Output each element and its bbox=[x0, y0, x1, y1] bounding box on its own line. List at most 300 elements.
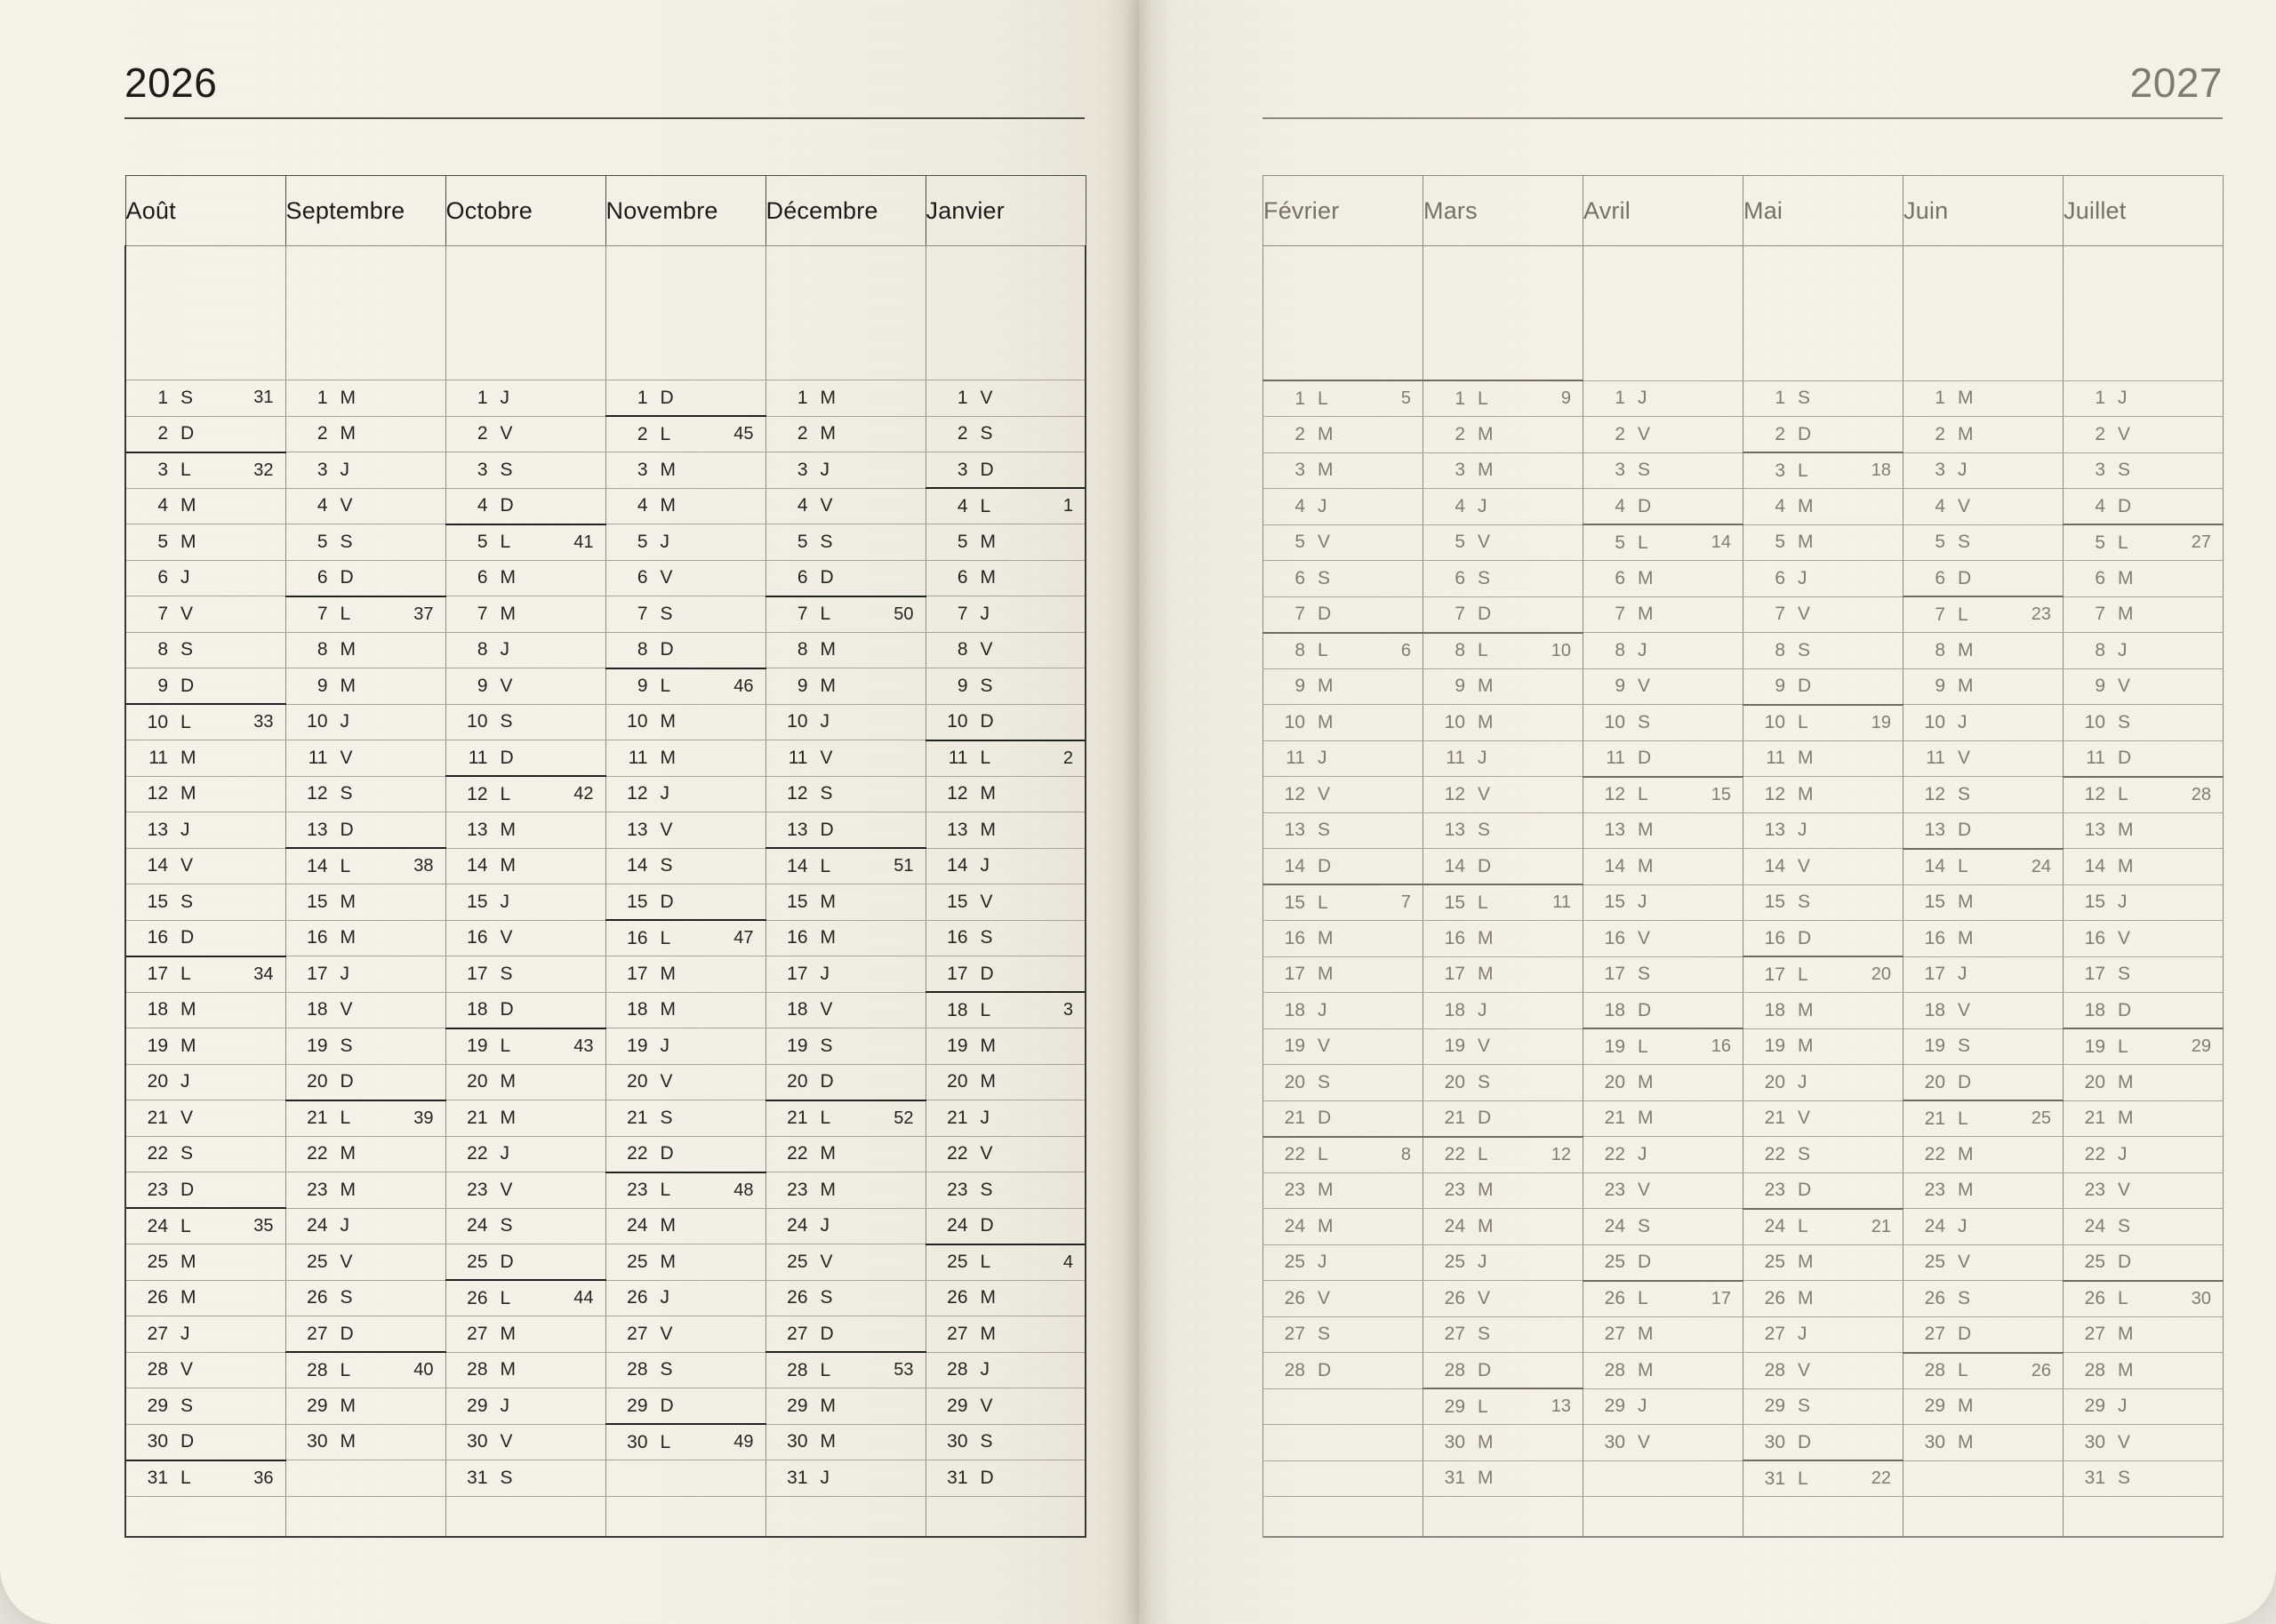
day-cell[interactable] bbox=[926, 884, 1086, 921]
day-cell[interactable] bbox=[1583, 524, 1743, 561]
day-cell[interactable] bbox=[125, 1424, 285, 1460]
day-cell[interactable] bbox=[605, 1316, 765, 1353]
day-cell[interactable] bbox=[1903, 812, 2064, 849]
day-cell[interactable] bbox=[765, 1064, 926, 1100]
day-cell[interactable] bbox=[1263, 596, 1423, 633]
day-cell[interactable] bbox=[1263, 380, 1423, 417]
day-cell[interactable] bbox=[1903, 993, 2064, 1029]
day-cell[interactable] bbox=[926, 1136, 1086, 1172]
day-cell[interactable] bbox=[926, 1316, 1086, 1353]
day-cell[interactable] bbox=[445, 416, 605, 452]
day-cell[interactable] bbox=[1423, 1244, 1583, 1281]
day-cell[interactable] bbox=[1423, 561, 1583, 597]
day-cell[interactable] bbox=[605, 632, 765, 668]
day-cell[interactable] bbox=[605, 704, 765, 740]
day-cell[interactable] bbox=[125, 452, 285, 489]
day-cell[interactable] bbox=[285, 596, 445, 633]
day-cell[interactable] bbox=[1743, 849, 1903, 885]
day-cell[interactable] bbox=[445, 452, 605, 489]
day-cell[interactable] bbox=[1903, 884, 2064, 921]
day-cell[interactable] bbox=[605, 920, 765, 956]
day-cell[interactable] bbox=[445, 704, 605, 740]
day-cell[interactable] bbox=[1423, 1137, 1583, 1173]
day-cell[interactable] bbox=[1583, 380, 1743, 417]
day-cell[interactable] bbox=[1423, 1316, 1583, 1353]
day-cell[interactable] bbox=[285, 416, 445, 452]
day-cell[interactable] bbox=[605, 1388, 765, 1425]
day-cell[interactable] bbox=[1263, 993, 1423, 1029]
day-cell[interactable] bbox=[926, 956, 1086, 993]
day-cell[interactable] bbox=[2064, 668, 2224, 705]
day-cell[interactable] bbox=[285, 920, 445, 956]
day-cell[interactable] bbox=[1583, 1316, 1743, 1353]
day-cell[interactable] bbox=[2064, 1172, 2224, 1209]
day-cell[interactable] bbox=[1743, 380, 1903, 417]
day-cell[interactable] bbox=[1743, 1425, 1903, 1461]
day-cell[interactable] bbox=[1423, 956, 1583, 993]
day-cell[interactable] bbox=[1423, 1353, 1583, 1389]
day-cell[interactable] bbox=[1423, 1065, 1583, 1101]
day-cell[interactable] bbox=[125, 740, 285, 777]
day-cell[interactable] bbox=[605, 992, 765, 1028]
day-cell[interactable] bbox=[1583, 1281, 1743, 1317]
day-cell[interactable] bbox=[1743, 1460, 1903, 1497]
day-cell[interactable] bbox=[445, 1424, 605, 1460]
day-cell[interactable] bbox=[285, 1172, 445, 1209]
notes-band-cell[interactable] bbox=[926, 246, 1086, 380]
day-cell[interactable] bbox=[1743, 1281, 1903, 1317]
day-cell[interactable] bbox=[1583, 1209, 1743, 1245]
footer-cell[interactable] bbox=[445, 1496, 605, 1537]
day-cell[interactable] bbox=[605, 1280, 765, 1316]
day-cell[interactable] bbox=[926, 1208, 1086, 1244]
day-cell[interactable] bbox=[1743, 993, 1903, 1029]
day-cell[interactable] bbox=[1903, 1137, 2064, 1173]
day-cell[interactable] bbox=[125, 380, 285, 417]
day-cell[interactable] bbox=[1583, 417, 1743, 453]
day-cell[interactable] bbox=[125, 416, 285, 452]
day-cell[interactable] bbox=[765, 1316, 926, 1353]
day-cell[interactable] bbox=[1903, 1353, 2064, 1389]
day-cell[interactable] bbox=[1423, 633, 1583, 669]
day-cell[interactable] bbox=[1743, 921, 1903, 957]
day-cell[interactable] bbox=[1583, 956, 1743, 993]
day-cell[interactable] bbox=[926, 1028, 1086, 1065]
day-cell[interactable] bbox=[605, 452, 765, 489]
day-cell[interactable] bbox=[1423, 1460, 1583, 1497]
day-cell[interactable] bbox=[1903, 1244, 2064, 1281]
footer-cell[interactable] bbox=[1743, 1497, 1903, 1538]
day-cell[interactable] bbox=[1903, 740, 2064, 777]
day-cell[interactable] bbox=[1583, 1028, 1743, 1065]
day-cell[interactable] bbox=[1263, 921, 1423, 957]
day-cell[interactable] bbox=[1423, 452, 1583, 489]
day-cell[interactable] bbox=[1903, 777, 2064, 813]
day-cell[interactable] bbox=[1583, 1425, 1743, 1461]
day-cell[interactable] bbox=[285, 1244, 445, 1281]
day-cell[interactable] bbox=[926, 632, 1086, 668]
day-cell[interactable] bbox=[1903, 1281, 2064, 1317]
day-cell[interactable] bbox=[445, 848, 605, 884]
day-cell[interactable] bbox=[445, 668, 605, 705]
day-cell[interactable] bbox=[2064, 633, 2224, 669]
notes-band-cell[interactable] bbox=[1743, 246, 1903, 381]
day-cell[interactable] bbox=[1423, 1209, 1583, 1245]
day-cell[interactable] bbox=[605, 416, 765, 452]
day-cell[interactable] bbox=[765, 776, 926, 812]
day-cell[interactable] bbox=[1423, 668, 1583, 705]
day-cell[interactable] bbox=[285, 1424, 445, 1460]
day-cell[interactable] bbox=[125, 632, 285, 668]
day-cell[interactable] bbox=[285, 776, 445, 812]
day-cell[interactable] bbox=[2064, 1460, 2224, 1497]
day-cell[interactable] bbox=[445, 1352, 605, 1388]
day-cell[interactable] bbox=[1743, 884, 1903, 921]
day-cell[interactable] bbox=[926, 488, 1086, 524]
day-cell[interactable] bbox=[285, 632, 445, 668]
day-cell[interactable] bbox=[1263, 417, 1423, 453]
day-cell[interactable] bbox=[1583, 777, 1743, 813]
day-cell[interactable] bbox=[285, 848, 445, 884]
day-cell[interactable] bbox=[1263, 489, 1423, 525]
day-cell[interactable] bbox=[445, 1028, 605, 1065]
day-cell[interactable] bbox=[2064, 921, 2224, 957]
day-cell[interactable] bbox=[285, 1136, 445, 1172]
day-cell[interactable] bbox=[1263, 452, 1423, 489]
day-cell[interactable] bbox=[1263, 561, 1423, 597]
day-cell[interactable] bbox=[1423, 596, 1583, 633]
day-cell[interactable] bbox=[1743, 524, 1903, 561]
day-cell[interactable] bbox=[2064, 596, 2224, 633]
day-cell[interactable] bbox=[1583, 1388, 1743, 1425]
day-cell[interactable] bbox=[125, 488, 285, 524]
day-cell[interactable] bbox=[1903, 705, 2064, 741]
day-cell[interactable] bbox=[1583, 489, 1743, 525]
day-cell[interactable] bbox=[1903, 633, 2064, 669]
day-cell[interactable] bbox=[125, 524, 285, 561]
day-cell[interactable] bbox=[445, 488, 605, 524]
day-cell[interactable] bbox=[1903, 668, 2064, 705]
day-cell[interactable] bbox=[2064, 380, 2224, 417]
day-cell[interactable] bbox=[926, 1280, 1086, 1316]
day-cell[interactable] bbox=[1583, 993, 1743, 1029]
day-cell[interactable] bbox=[605, 1244, 765, 1281]
day-cell[interactable] bbox=[1423, 884, 1583, 921]
day-cell[interactable] bbox=[1743, 1137, 1903, 1173]
day-cell[interactable] bbox=[926, 1100, 1086, 1137]
day-cell[interactable] bbox=[1743, 1065, 1903, 1101]
day-cell[interactable] bbox=[605, 380, 765, 417]
day-cell[interactable] bbox=[1423, 1425, 1583, 1461]
day-cell[interactable] bbox=[285, 668, 445, 705]
day-cell[interactable] bbox=[445, 1316, 605, 1353]
notes-band-cell[interactable] bbox=[285, 246, 445, 380]
day-cell[interactable] bbox=[1263, 1244, 1423, 1281]
day-cell[interactable] bbox=[1583, 668, 1743, 705]
day-cell[interactable] bbox=[1583, 1353, 1743, 1389]
day-cell[interactable] bbox=[1263, 1425, 1423, 1461]
day-cell[interactable] bbox=[1423, 921, 1583, 957]
footer-cell[interactable] bbox=[1583, 1497, 1743, 1538]
day-cell[interactable] bbox=[285, 884, 445, 921]
day-cell[interactable] bbox=[1263, 1065, 1423, 1101]
day-cell[interactable] bbox=[926, 524, 1086, 561]
notes-band-cell[interactable] bbox=[1263, 246, 1423, 381]
day-cell[interactable] bbox=[1743, 1172, 1903, 1209]
footer-cell[interactable] bbox=[605, 1496, 765, 1537]
day-cell[interactable] bbox=[2064, 740, 2224, 777]
day-cell[interactable] bbox=[605, 1352, 765, 1388]
day-cell[interactable] bbox=[1263, 1209, 1423, 1245]
footer-cell[interactable] bbox=[926, 1496, 1086, 1537]
day-cell[interactable] bbox=[1263, 1172, 1423, 1209]
day-cell[interactable] bbox=[926, 848, 1086, 884]
day-cell[interactable] bbox=[765, 1388, 926, 1425]
day-cell[interactable] bbox=[765, 1352, 926, 1388]
day-cell[interactable] bbox=[605, 1460, 765, 1497]
day-cell[interactable] bbox=[1743, 596, 1903, 633]
day-cell[interactable] bbox=[1583, 1460, 1743, 1497]
day-cell[interactable] bbox=[445, 632, 605, 668]
notes-band-cell[interactable] bbox=[605, 246, 765, 380]
day-cell[interactable] bbox=[2064, 705, 2224, 741]
day-cell[interactable] bbox=[765, 1136, 926, 1172]
day-cell[interactable] bbox=[1263, 1316, 1423, 1353]
footer-cell[interactable] bbox=[1423, 1497, 1583, 1538]
day-cell[interactable] bbox=[285, 1388, 445, 1425]
day-cell[interactable] bbox=[1263, 668, 1423, 705]
day-cell[interactable] bbox=[1423, 417, 1583, 453]
notes-band-cell[interactable] bbox=[765, 246, 926, 380]
day-cell[interactable] bbox=[926, 596, 1086, 633]
day-cell[interactable] bbox=[445, 812, 605, 849]
day-cell[interactable] bbox=[1263, 956, 1423, 993]
day-cell[interactable] bbox=[926, 668, 1086, 705]
day-cell[interactable] bbox=[765, 956, 926, 993]
day-cell[interactable] bbox=[445, 1100, 605, 1137]
day-cell[interactable] bbox=[1423, 1172, 1583, 1209]
day-cell[interactable] bbox=[1903, 1172, 2064, 1209]
day-cell[interactable] bbox=[125, 1100, 285, 1137]
day-cell[interactable] bbox=[1583, 705, 1743, 741]
day-cell[interactable] bbox=[605, 488, 765, 524]
day-cell[interactable] bbox=[765, 488, 926, 524]
day-cell[interactable] bbox=[1743, 668, 1903, 705]
day-cell[interactable] bbox=[605, 668, 765, 705]
day-cell[interactable] bbox=[1263, 705, 1423, 741]
day-cell[interactable] bbox=[2064, 1028, 2224, 1065]
day-cell[interactable] bbox=[765, 812, 926, 849]
day-cell[interactable] bbox=[285, 488, 445, 524]
footer-cell[interactable] bbox=[765, 1496, 926, 1537]
day-cell[interactable] bbox=[605, 1424, 765, 1460]
day-cell[interactable] bbox=[1743, 633, 1903, 669]
day-cell[interactable] bbox=[605, 560, 765, 596]
day-cell[interactable] bbox=[926, 704, 1086, 740]
day-cell[interactable] bbox=[1423, 705, 1583, 741]
day-cell[interactable] bbox=[605, 596, 765, 633]
day-cell[interactable] bbox=[1743, 489, 1903, 525]
day-cell[interactable] bbox=[1583, 884, 1743, 921]
day-cell[interactable] bbox=[445, 380, 605, 417]
footer-cell[interactable] bbox=[1903, 1497, 2064, 1538]
day-cell[interactable] bbox=[765, 740, 926, 777]
day-cell[interactable] bbox=[926, 992, 1086, 1028]
day-cell[interactable] bbox=[1743, 417, 1903, 453]
day-cell[interactable] bbox=[445, 992, 605, 1028]
day-cell[interactable] bbox=[285, 704, 445, 740]
day-cell[interactable] bbox=[926, 812, 1086, 849]
day-cell[interactable] bbox=[1263, 740, 1423, 777]
day-cell[interactable] bbox=[1743, 705, 1903, 741]
day-cell[interactable] bbox=[605, 956, 765, 993]
day-cell[interactable] bbox=[125, 1316, 285, 1353]
footer-cell[interactable] bbox=[1263, 1497, 1423, 1538]
day-cell[interactable] bbox=[125, 956, 285, 993]
day-cell[interactable] bbox=[445, 740, 605, 777]
day-cell[interactable] bbox=[926, 1424, 1086, 1460]
day-cell[interactable] bbox=[1263, 524, 1423, 561]
day-cell[interactable] bbox=[1423, 849, 1583, 885]
day-cell[interactable] bbox=[125, 704, 285, 740]
day-cell[interactable] bbox=[765, 560, 926, 596]
day-cell[interactable] bbox=[445, 524, 605, 561]
footer-cell[interactable] bbox=[125, 1496, 285, 1537]
day-cell[interactable] bbox=[285, 1280, 445, 1316]
day-cell[interactable] bbox=[285, 812, 445, 849]
day-cell[interactable] bbox=[605, 1100, 765, 1137]
day-cell[interactable] bbox=[125, 992, 285, 1028]
day-cell[interactable] bbox=[1263, 1028, 1423, 1065]
day-cell[interactable] bbox=[285, 452, 445, 489]
day-cell[interactable] bbox=[1903, 524, 2064, 561]
day-cell[interactable] bbox=[2064, 956, 2224, 993]
day-cell[interactable] bbox=[765, 1280, 926, 1316]
day-cell[interactable] bbox=[1903, 1100, 2064, 1137]
day-cell[interactable] bbox=[125, 776, 285, 812]
day-cell[interactable] bbox=[2064, 884, 2224, 921]
day-cell[interactable] bbox=[445, 956, 605, 993]
day-cell[interactable] bbox=[765, 992, 926, 1028]
day-cell[interactable] bbox=[2064, 1388, 2224, 1425]
day-cell[interactable] bbox=[285, 740, 445, 777]
day-cell[interactable] bbox=[1263, 812, 1423, 849]
day-cell[interactable] bbox=[1743, 1316, 1903, 1353]
day-cell[interactable] bbox=[125, 920, 285, 956]
day-cell[interactable] bbox=[926, 1244, 1086, 1281]
day-cell[interactable] bbox=[2064, 417, 2224, 453]
day-cell[interactable] bbox=[1743, 777, 1903, 813]
day-cell[interactable] bbox=[765, 416, 926, 452]
day-cell[interactable] bbox=[285, 1352, 445, 1388]
day-cell[interactable] bbox=[285, 1028, 445, 1065]
day-cell[interactable] bbox=[2064, 812, 2224, 849]
day-cell[interactable] bbox=[2064, 524, 2224, 561]
day-cell[interactable] bbox=[125, 812, 285, 849]
day-cell[interactable] bbox=[1903, 1460, 2064, 1497]
day-cell[interactable] bbox=[1583, 561, 1743, 597]
notes-band-cell[interactable] bbox=[125, 246, 285, 380]
day-cell[interactable] bbox=[125, 848, 285, 884]
day-cell[interactable] bbox=[1903, 561, 2064, 597]
footer-cell[interactable] bbox=[2064, 1497, 2224, 1538]
day-cell[interactable] bbox=[1743, 812, 1903, 849]
day-cell[interactable] bbox=[1263, 1100, 1423, 1137]
notes-band-cell[interactable] bbox=[445, 246, 605, 380]
day-cell[interactable] bbox=[1423, 524, 1583, 561]
day-cell[interactable] bbox=[765, 1208, 926, 1244]
day-cell[interactable] bbox=[2064, 1065, 2224, 1101]
day-cell[interactable] bbox=[1263, 849, 1423, 885]
day-cell[interactable] bbox=[765, 704, 926, 740]
day-cell[interactable] bbox=[2064, 1353, 2224, 1389]
day-cell[interactable] bbox=[1583, 1100, 1743, 1137]
day-cell[interactable] bbox=[125, 1172, 285, 1209]
day-cell[interactable] bbox=[1903, 921, 2064, 957]
day-cell[interactable] bbox=[125, 1244, 285, 1281]
day-cell[interactable] bbox=[285, 1460, 445, 1497]
day-cell[interactable] bbox=[1743, 1028, 1903, 1065]
day-cell[interactable] bbox=[285, 1208, 445, 1244]
day-cell[interactable] bbox=[926, 1064, 1086, 1100]
day-cell[interactable] bbox=[2064, 452, 2224, 489]
day-cell[interactable] bbox=[605, 812, 765, 849]
day-cell[interactable] bbox=[1583, 596, 1743, 633]
day-cell[interactable] bbox=[926, 920, 1086, 956]
day-cell[interactable] bbox=[1423, 380, 1583, 417]
day-cell[interactable] bbox=[445, 1208, 605, 1244]
day-cell[interactable] bbox=[445, 884, 605, 921]
day-cell[interactable] bbox=[605, 1136, 765, 1172]
day-cell[interactable] bbox=[765, 380, 926, 417]
day-cell[interactable] bbox=[445, 1388, 605, 1425]
day-cell[interactable] bbox=[445, 920, 605, 956]
day-cell[interactable] bbox=[1583, 740, 1743, 777]
day-cell[interactable] bbox=[1583, 1172, 1743, 1209]
day-cell[interactable] bbox=[285, 1100, 445, 1137]
day-cell[interactable] bbox=[1423, 812, 1583, 849]
day-cell[interactable] bbox=[765, 452, 926, 489]
day-cell[interactable] bbox=[1263, 633, 1423, 669]
day-cell[interactable] bbox=[285, 560, 445, 596]
day-cell[interactable] bbox=[926, 416, 1086, 452]
day-cell[interactable] bbox=[285, 1064, 445, 1100]
day-cell[interactable] bbox=[1743, 1353, 1903, 1389]
day-cell[interactable] bbox=[926, 740, 1086, 777]
day-cell[interactable] bbox=[926, 452, 1086, 489]
day-cell[interactable] bbox=[125, 668, 285, 705]
day-cell[interactable] bbox=[1583, 1244, 1743, 1281]
day-cell[interactable] bbox=[605, 1028, 765, 1065]
day-cell[interactable] bbox=[1423, 1388, 1583, 1425]
day-cell[interactable] bbox=[605, 1172, 765, 1209]
day-cell[interactable] bbox=[125, 1136, 285, 1172]
day-cell[interactable] bbox=[1583, 633, 1743, 669]
day-cell[interactable] bbox=[1583, 452, 1743, 489]
day-cell[interactable] bbox=[2064, 1137, 2224, 1173]
day-cell[interactable] bbox=[926, 1388, 1086, 1425]
day-cell[interactable] bbox=[2064, 1316, 2224, 1353]
day-cell[interactable] bbox=[1903, 1028, 2064, 1065]
day-cell[interactable] bbox=[765, 848, 926, 884]
day-cell[interactable] bbox=[1743, 1209, 1903, 1245]
day-cell[interactable] bbox=[285, 524, 445, 561]
day-cell[interactable] bbox=[1263, 884, 1423, 921]
day-cell[interactable] bbox=[125, 560, 285, 596]
day-cell[interactable] bbox=[765, 920, 926, 956]
day-cell[interactable] bbox=[125, 1388, 285, 1425]
day-cell[interactable] bbox=[1743, 561, 1903, 597]
